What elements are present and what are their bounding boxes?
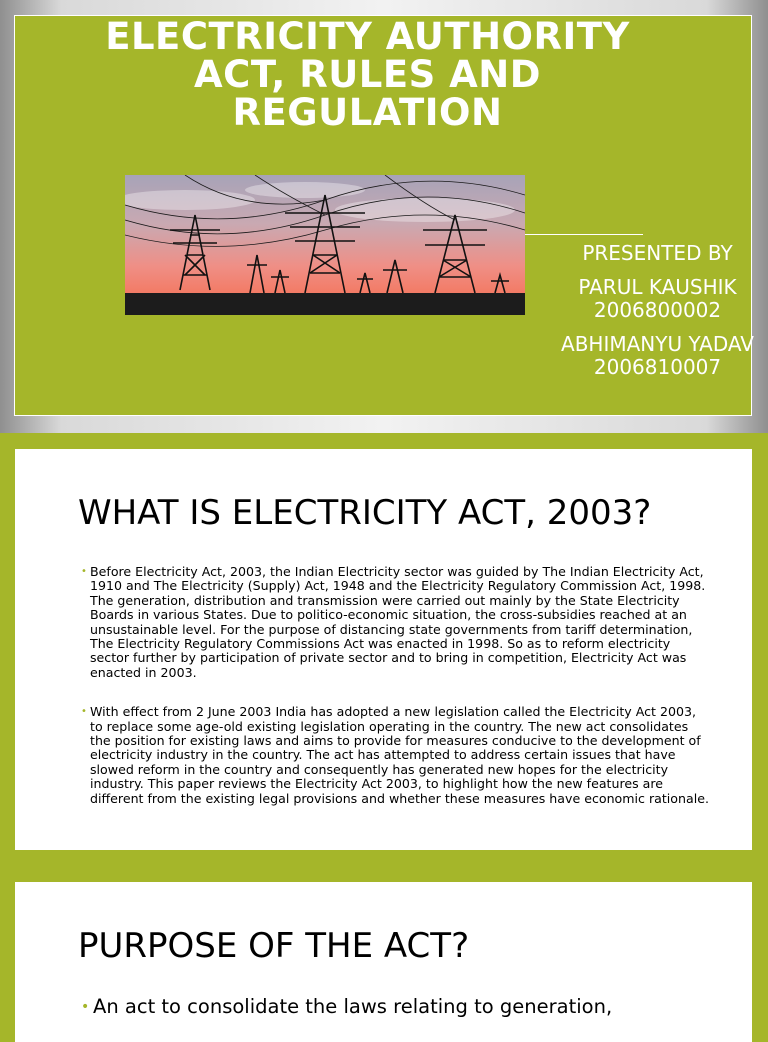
purpose-slide: [15, 882, 752, 1042]
bullet-list: [81, 565, 711, 831]
bullet-item: [81, 995, 721, 1018]
title-line-1: ELECTRICITY AUTHORITY: [105, 15, 630, 58]
presenter-1-name: PARUL KAUSHIK: [578, 275, 737, 299]
bullet-item: [81, 565, 711, 680]
slide-heading: PURPOSE OF THE ACT?: [78, 926, 470, 966]
transmission-towers-image: [125, 175, 525, 315]
bullet-icon: •: [81, 999, 90, 1015]
bullet-list: [81, 995, 721, 1018]
electricity-act-slide: [15, 449, 752, 850]
bullet-text: Before Electricity Act, 2003, the Indian Electricity sector was guided by The Indian Electricity Act, 1910 and The Electricity (Supply) Act, 1948 and the Electricity Regulatory Commission Act, 1998. The generation, distribution and transmission were carried out mainly by the State Electricity Boards in various States. Due to politico-economic situation, the cross-subsidies reached at an unsustainable level. For the purpose of distancing state governments from tariff determination, The Electricity Regulatory Commissions Act was enacted in 1998. So as to reform electricity sector further by participation of private sector and to bring in competition, Electricity Act was enacted in 2003.: [90, 564, 706, 680]
presentation-title: [15, 15, 720, 134]
title-slide-panel: [14, 15, 752, 416]
slide-heading: WHAT IS ELECTRICITY ACT, 2003?: [78, 493, 652, 533]
presenter-2-name: ABHIMANYU YADAV: [561, 332, 754, 356]
presenter-1-id: 2006800002: [593, 298, 722, 322]
presenter-2-id: 2006810007: [593, 355, 722, 379]
bullet-icon: •: [81, 706, 87, 718]
presenter-divider: [525, 234, 643, 235]
bullet-text: With effect from 2 June 2003 India has adopted a new legislation called the Electricity Act 2003, to replace some age-old existing legislation operating in the country. The new act consolidates the position for existing laws and aims to provide for measures conducive to the development of electricity industry in the country. The act has attempted to address certain issues that have slowed reform in the country and consequently has generated new hopes for the electricity industry. This paper reviews the Electricity Act 2003, to highlight how the new features are different from the existing legal provisions and whether these measures have economic rationale.: [90, 704, 709, 806]
title-line-3: REGULATION: [232, 91, 503, 134]
presented-by-label: PRESENTED BY: [582, 241, 733, 265]
title-slide: [0, 0, 768, 433]
bullet-text: An act to consolidate the laws relating to generation,: [93, 995, 613, 1018]
title-line-2: ACT, RULES AND: [194, 53, 541, 96]
bullet-icon: •: [81, 566, 87, 577]
presenters-block: [545, 242, 768, 379]
bullet-item: [81, 705, 711, 806]
